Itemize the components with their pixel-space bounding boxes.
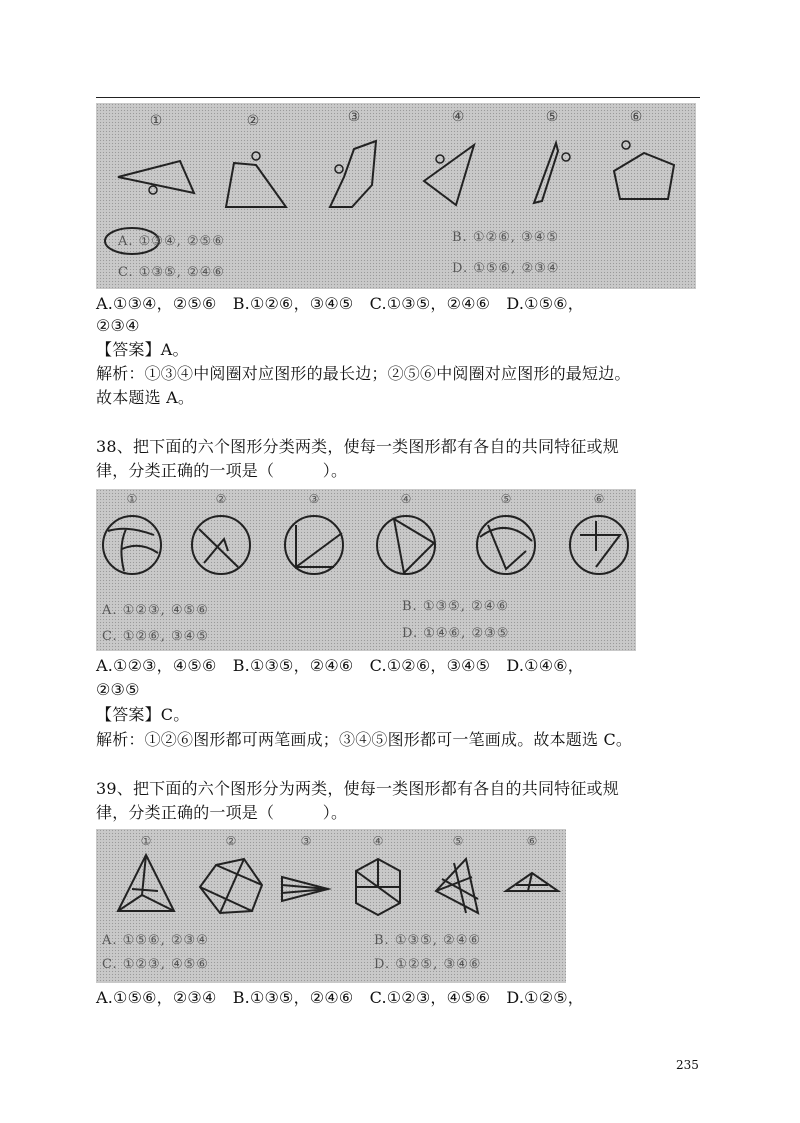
q38-answer: 【答案】C。: [96, 705, 190, 724]
q38-figure-option-b: B. ①③⑤, ②④⑥: [402, 599, 510, 614]
q37-label-6: ⑥: [629, 109, 643, 125]
q38-figure-option-d: D. ①④⑥, ②③⑤: [402, 626, 510, 641]
q37-shape-4: [424, 145, 474, 205]
q39-label-6: ⑥: [526, 834, 538, 848]
q39-label-3: ③: [300, 834, 312, 848]
q38-circle-5: [477, 516, 535, 574]
q37-shape-3: [330, 141, 376, 207]
header-rule: [96, 97, 700, 98]
q38-circle-3: [285, 516, 343, 574]
q38-figure: [96, 489, 636, 651]
q37-dot-2: [252, 152, 260, 160]
q37-label-4: ④: [451, 109, 465, 125]
q37-dot-5: [562, 153, 570, 161]
q37-dot-6: [622, 141, 630, 149]
q39-shape-6: [506, 873, 558, 891]
q38-options-line-2: ②③⑤: [96, 680, 140, 699]
q37-dot-1: [149, 186, 157, 194]
q37-figure-option-b: B. ①②⑥, ③④⑤: [452, 230, 560, 245]
q37-dot-3: [335, 165, 343, 173]
q39-label-1: ①: [140, 834, 152, 848]
q37-options-line-2: ②③④: [96, 316, 140, 335]
q37-figure-option-d: D. ①⑤⑥, ②③④: [452, 261, 560, 276]
q38-figure-option-a: A. ①②③, ④⑤⑥: [102, 603, 209, 618]
q39-options-line-1: A.①⑤⑥，②③④ B.①③⑤，②④⑥ C.①②③，④⑤⑥ D.①②⑤，: [96, 988, 585, 1007]
q37-shapes: [96, 103, 696, 289]
q39-stem-line-1: 39、把下面的六个图形分为两类，使每一类图形都有各自的共同特征或规: [96, 779, 619, 798]
q38-label-1: ①: [126, 492, 138, 506]
q38-circle-4: [377, 516, 435, 574]
q38-stem-line-2: 律，分类正确的一项是（ ）。: [96, 461, 348, 480]
q37-analysis-line-1: 解析：①③④中阅圈对应图形的最长边；②⑤⑥中阅圈对应图形的最短边。: [96, 364, 631, 383]
q38-options-line-1: A.①②③，④⑤⑥ B.①③⑤，②④⑥ C.①②⑥，③④⑤ D.①④⑥，: [96, 656, 585, 675]
q37-options-line-1: A.①③④，②⑤⑥ B.①②⑥，③④⑤ C.①③⑤，②④⑥ D.①⑤⑥，: [96, 294, 585, 313]
q38-label-2: ②: [215, 492, 227, 506]
q39-label-4: ④: [372, 834, 384, 848]
q39-stem-line-2: 律，分类正确的一项是（ ）。: [96, 803, 348, 822]
q38-analysis-line-1: 解析：①②⑥图形都可两笔画成；③④⑤图形都可一笔画成。故本题选 C。: [96, 730, 633, 749]
q37-dot-4: [436, 155, 444, 163]
q39-shape-2: [200, 859, 262, 913]
q39-shape-5: [436, 859, 478, 913]
q39-label-5: ⑤: [452, 834, 464, 848]
q37-analysis-line-2: 故本题选 A。: [96, 388, 195, 407]
q39-shape-1: [118, 855, 174, 911]
q37-label-5: ⑤: [545, 109, 559, 125]
q39-figure-option-c: C. ①②③, ④⑤⑥: [102, 957, 209, 972]
q39-figure-option-a: A. ①⑤⑥, ②③④: [102, 933, 209, 948]
q38-label-5: ⑤: [500, 492, 512, 506]
q39-figure: [96, 829, 566, 983]
q38-circle-2: [192, 516, 250, 574]
q37-figure-option-c: C. ①③⑤, ②④⑥: [118, 265, 225, 280]
q39-figure-option-b: B. ①③⑤, ②④⑥: [374, 933, 482, 948]
q37-label-2: ②: [246, 113, 260, 129]
q38-shapes: [96, 489, 636, 651]
q38-label-4: ④: [400, 492, 412, 506]
q37-shape-6: [614, 153, 674, 199]
q38-figure-option-c: C. ①②⑥, ③④⑤: [102, 629, 209, 644]
q37-shape-2: [226, 163, 286, 207]
q38-circle-1: [103, 516, 161, 574]
q37-label-1: ①: [149, 113, 163, 129]
q37-answer: 【答案】A。: [96, 340, 189, 359]
page-number: 235: [676, 1058, 699, 1072]
q37-figure-option-a: A. ①③④, ②⑤⑥: [118, 234, 225, 249]
q39-shape-3: [282, 877, 328, 901]
q38-stem-line-1: 38、把下面的六个图形分类两类，使每一类图形都有各自的共同特征或规: [96, 437, 619, 456]
q39-shape-4: [356, 859, 400, 915]
q37-label-3: ③: [347, 109, 361, 125]
q37-figure: [96, 103, 696, 289]
q38-label-6: ⑥: [593, 492, 605, 506]
q38-label-3: ③: [308, 492, 320, 506]
q38-circle-6: [570, 516, 628, 574]
q39-label-2: ②: [225, 834, 237, 848]
q37-shape-5: [534, 143, 558, 203]
q39-figure-option-d: D. ①②⑤, ③④⑥: [374, 957, 482, 972]
